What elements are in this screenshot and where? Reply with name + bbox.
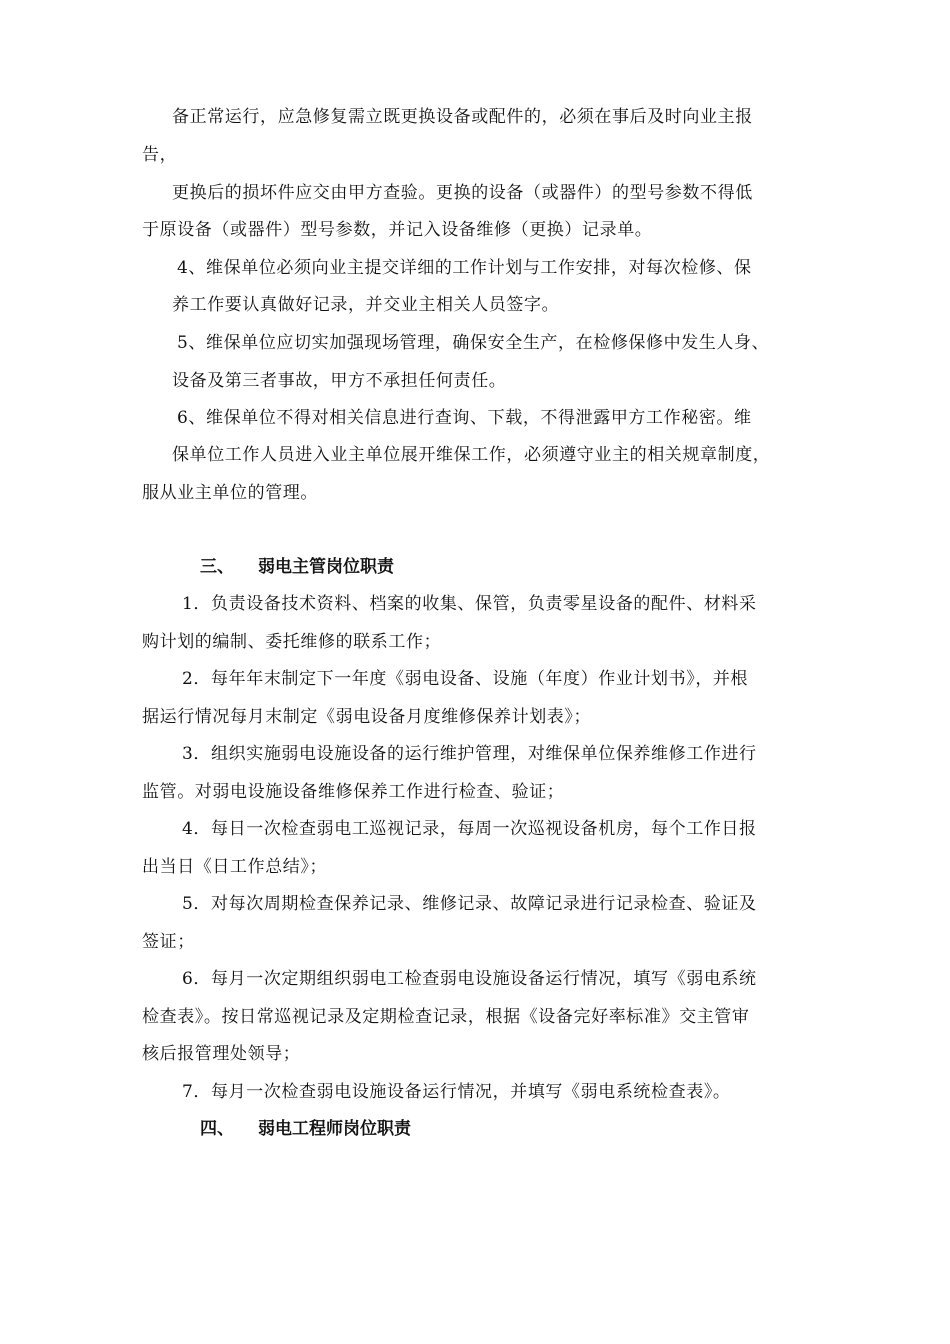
list-item-line: 3．组织实施弱电设施设备的运行维护管理，对维保单位保养维修工作进行 bbox=[182, 744, 757, 764]
paragraph-line: 告， bbox=[142, 145, 178, 165]
list-item-line: 5．对每次周期检查保养记录、维修记录、故障记录进行记录检查、验证及 bbox=[182, 894, 757, 914]
list-item-line: 核后报管理处领导； bbox=[142, 1044, 301, 1064]
list-item-line: 监管。对弱电设施设备维修保养工作进行检查、验证； bbox=[142, 782, 565, 802]
section-title: 弱电工程师岗位职责 bbox=[258, 1119, 411, 1139]
list-item-line: 7．每月一次检查弱电设施设备运行情况，并填写《弱电系统检查表》。 bbox=[182, 1082, 731, 1102]
list-item-line: 购计划的编制、委托维修的联系工作； bbox=[142, 632, 442, 652]
paragraph-line: 更换后的损坏件应交由甲方查验。更换的设备（或器件）的型号参数不得低 bbox=[172, 183, 753, 203]
section-heading bbox=[200, 1118, 411, 1140]
paragraph-line: 服从业主单位的管理。 bbox=[142, 483, 318, 503]
list-item-line: 签证； bbox=[142, 932, 195, 952]
list-item-line: 据运行情况每月末制定《弱电设备月度维修保养计划表》； bbox=[142, 707, 592, 727]
paragraph-line: 养工作要认真做好记录，并交业主相关人员签字。 bbox=[172, 295, 560, 315]
paragraph-line: 5、维保单位应切实加强现场管理，确保安全生产，在检修保修中发生人身、 bbox=[177, 333, 770, 353]
section-number: 三、 bbox=[200, 557, 234, 577]
paragraph-line: 设备及第三者事故，甲方不承担任何责任。 bbox=[172, 371, 507, 391]
list-item-line: 检查表》。按日常巡视记录及定期检查记录，根据《设备完好率标准》交主管审 bbox=[142, 1007, 750, 1027]
section-heading bbox=[200, 556, 394, 578]
paragraph-line: 于原设备（或器件）型号参数，并记入设备维修（更换）记录单。 bbox=[142, 220, 653, 240]
list-item-line: 1．负责设备技术资料、档案的收集、保管，负责零星设备的配件、材料采 bbox=[182, 594, 757, 614]
section-title: 弱电主管岗位职责 bbox=[258, 557, 394, 577]
paragraph-line: 备正常运行，应急修复需立既更换设备或配件的，必须在事后及时向业主报 bbox=[172, 107, 753, 127]
section-number: 四、 bbox=[200, 1119, 234, 1139]
list-item-line: 2．每年年末制定下一年度《弱电设备、设施（年度）作业计划书》，并根 bbox=[182, 669, 749, 689]
list-item-line: 4．每日一次检查弱电工巡视记录，每周一次巡视设备机房，每个工作日报 bbox=[182, 819, 757, 839]
paragraph-line: 4、维保单位必须向业主提交详细的工作计划与工作安排，对每次检修、保 bbox=[177, 258, 752, 278]
paragraph-line: 6、维保单位不得对相关信息进行查询、下载，不得泄露甲方工作秘密。维 bbox=[177, 408, 752, 428]
list-item-line: 出当日《日工作总结》； bbox=[142, 857, 328, 877]
list-item-line: 6．每月一次定期组织弱电工检查弱电设施设备运行情况，填写《弱电系统 bbox=[182, 969, 757, 989]
paragraph-line: 保单位工作人员进入业主单位展开维保工作，必须遵守业主的相关规章制度， bbox=[172, 445, 771, 465]
